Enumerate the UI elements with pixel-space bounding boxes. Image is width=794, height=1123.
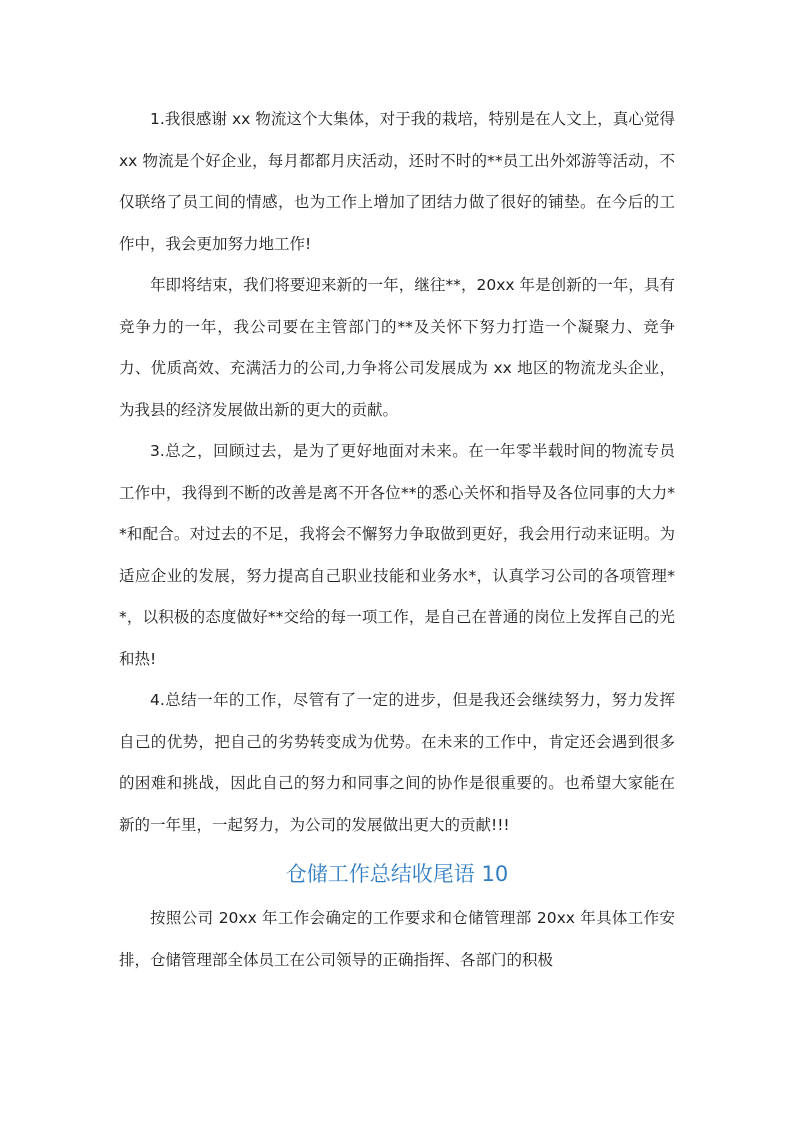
paragraph-review: 3.总之，回顾过去，是为了更好地面对未来。在一年零半载时间的物流专员工作中，我得到不断的改善是离不开各位**的悉心关怀和指导及各位同事的大力**和配合。对过去的不足，我将会不懈努力争取做到更好，我会用行动来证明。为适应企业的发展，努力提高自己职业技能和业务水*，认真学习公司的各项管理**，以积极的态度做好**交给的每一项工作，是自己在普通的岗位上发挥自己的光和热! <box>119 442 675 668</box>
paragraph-summary: 4.总结一年的工作，尽管有了一定的进步，但是我还会继续努力，努力发挥自己的优势，把自己的劣势转变成为优势。在未来的工作中，肯定还会遇到很多的困难和挑战，因此自己的努力和同事之间的协作是很重要的。也希望大家能在新的一年里，一起努力，为公司的发展做出更大的贡献!!! <box>119 691 675 834</box>
section-heading: 仓储工作总结收尾语 10 <box>285 862 509 886</box>
paragraph-gratitude: 1.我很感谢 xx 物流这个大集体，对于我的栽培，特别是在人文上，真心觉得 xx 物流是个好企业，每月都都月庆活动，还时不时的**员工出外郊游等活动，不仅联络了员工间的情感，也为工作上增加了团结力做了很好的铺垫。在今后的工作中，我会更加努力地工作! <box>119 110 675 253</box>
paragraph-new-year: 年即将结束，我们将要迎来新的一年，继往**，20xx 年是创新的一年，具有竞争力的一年，我公司要在主管部门的**及关怀下努力打造一个凝聚力、竞争力、优质高效、充满活力的公司,力争将公司发展成为 xx 地区的物流龙头企业，为我县的经济发展做出新的更大的贡献。 <box>119 276 675 419</box>
paragraph-section-intro: 按照公司 20xx 年工作会确定的工作要求和仓储管理部 20xx 年具体工作安排，仓储管理部全体员工在公司领导的正确指挥、各部门的积极 <box>119 909 675 969</box>
document-body <box>119 99 675 981</box>
